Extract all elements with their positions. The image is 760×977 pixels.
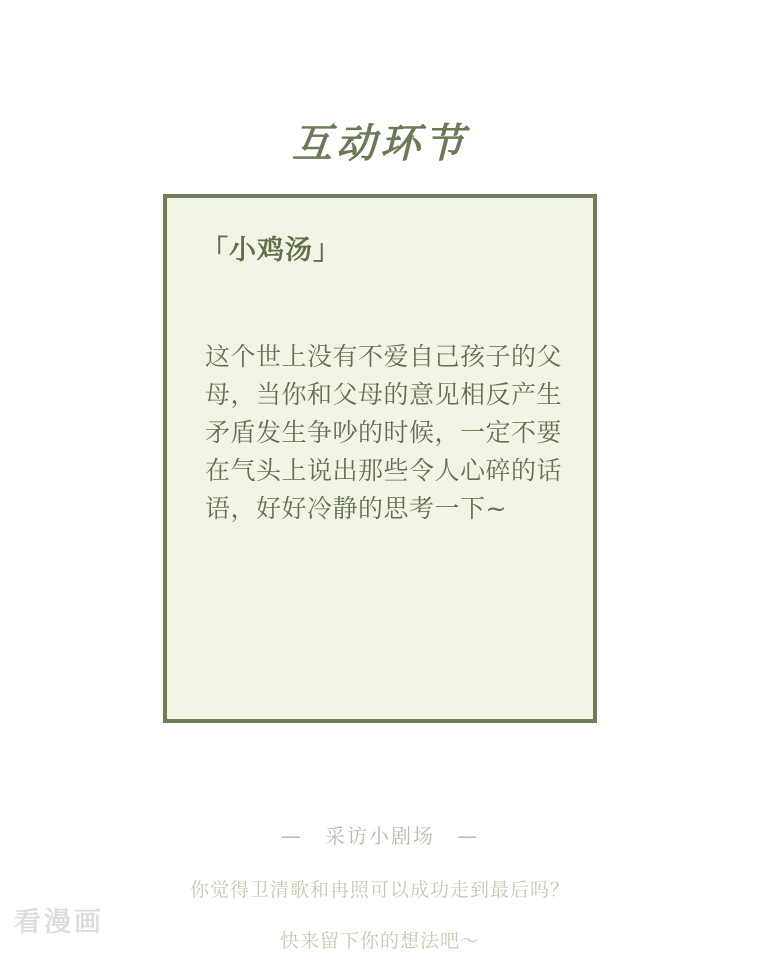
page-title: 互动环节	[292, 121, 468, 166]
footer-question: 你觉得卫清歌和冉照可以成功走到最后吗？	[189, 879, 570, 901]
card-heading: 「小鸡汤」	[201, 235, 341, 266]
dash-left: —	[280, 824, 303, 848]
footer-invite: 快来留下你的想法吧～	[279, 930, 480, 952]
card-body-text: 这个世上没有不爱自己孩子的父母，当你和父母的意见相反产生矛盾发生争吵的时候，一定不要在气头上说出那些令人心碎的话语，好好冷静的思考一下~	[205, 342, 563, 523]
footer-section	[0, 820, 760, 977]
footer-heading-label: 采访小剧场	[325, 824, 435, 848]
chicken-soup-card	[163, 194, 597, 723]
site-watermark: 看漫画	[14, 907, 104, 938]
footer-heading	[0, 820, 760, 849]
dash-right: —	[457, 824, 480, 848]
